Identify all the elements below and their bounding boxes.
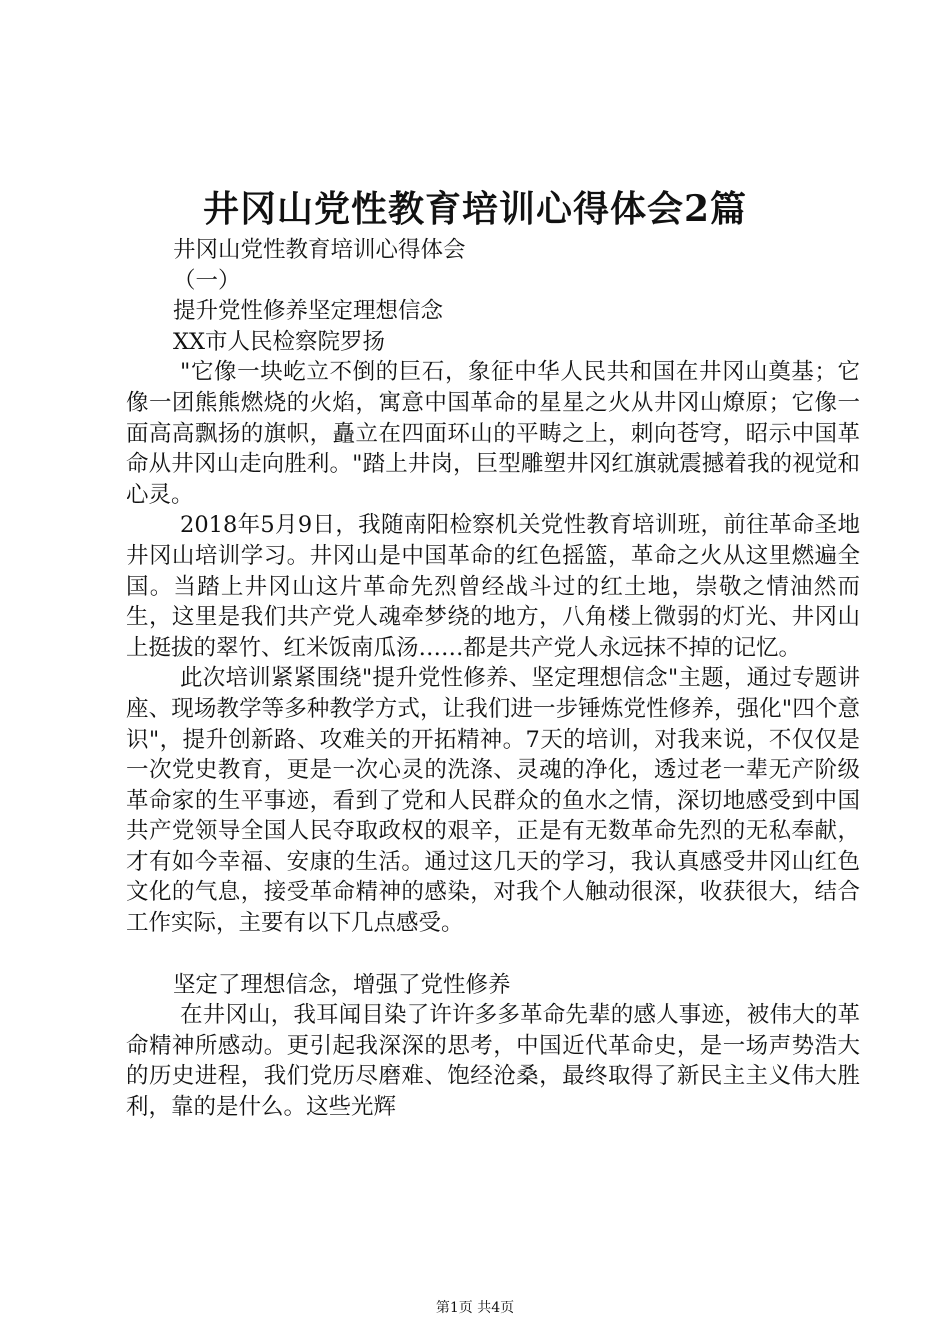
section-heading: 坚定了理想信念，增强了党性修养 [173, 971, 511, 998]
body-paragraph: "它像一块屹立不倒的巨石，象征中华人民共和国在井冈山奠基；它像一团熊熊燃烧的火焰，寓意中国革命的星星之火从井冈山燎原；它像一面高高飘扬的旗帜，矗立在四面环山的平畴之上，刺向苍穹，昭示中国革命从井冈山走向胜利。"踏上井岗，巨型雕塑井冈红旗就震撼着我的视觉和心灵。 [126, 359, 860, 508]
body-paragraph: 此次培训紧紧围绕"提升党性修养、坚定理想信念"主题，通过专题讲座、现场教学等多种教学方式，让我们进一步锤炼党性修养，强化"四个意识"，提升创新路、攻难关的开拓精神。7天的培训，对我来说，不仅仅是一次党史教育，更是一次心灵的洗涤、灵魂的净化，透过老一辈无产阶级革命家的生平事迹，看到了党和人民群众的鱼水之情，深切地感受到中国共产党领导全国人民夺取政权的艰辛，正是有无数革命先烈的无私奉献，才有如今幸福、安康的生活。通过这几天的学习，我认真感受井冈山红色文化的气息，接受革命精神的感染，对我个人触动很深，收获很大，结合工作实际，主要有以下几点感受。 [126, 665, 860, 937]
body-paragraph: 2018年5月9日，我随南阳检察机关党性教育培训班，前往革命圣地井冈山培训学习。井冈山是中国革命的红色摇篮，革命之火从这里燃遍全国。当踏上井冈山这片革命先烈曾经战斗过的红土地，崇敬之情油然而生，这里是我们共产党人魂牵梦绕的地方，八角楼上微弱的灯光、井冈山上挺拔的翠竹、红米饭南瓜汤……都是共产党人永远抹不掉的记忆。 [126, 512, 860, 661]
document-body [126, 235, 860, 1123]
article-title: 提升党性修养坚定理想信念 [173, 298, 444, 325]
part-number: （一） [173, 267, 241, 294]
subtitle-heading: 井冈山党性教育培训心得体会 [173, 237, 466, 263]
author-line: XX市人民检察院罗扬 [173, 328, 386, 355]
paragraph-gap [126, 939, 860, 970]
page-footer: 第1页 共4页 [435, 1300, 515, 1316]
document-title: 井冈山党性教育培训心得体会2篇 [202, 188, 748, 230]
body-paragraph: 在井冈山，我耳闻目染了许许多多革命先辈的感人事迹，被伟大的革命精神所感动。更引起我深深的思考，中国近代革命史，是一场声势浩大的历史进程，我们党历尽磨难、饱经沧桑，最终取得了新民主主义伟大胜利，靠的是什么。这些光辉 [126, 1002, 860, 1121]
